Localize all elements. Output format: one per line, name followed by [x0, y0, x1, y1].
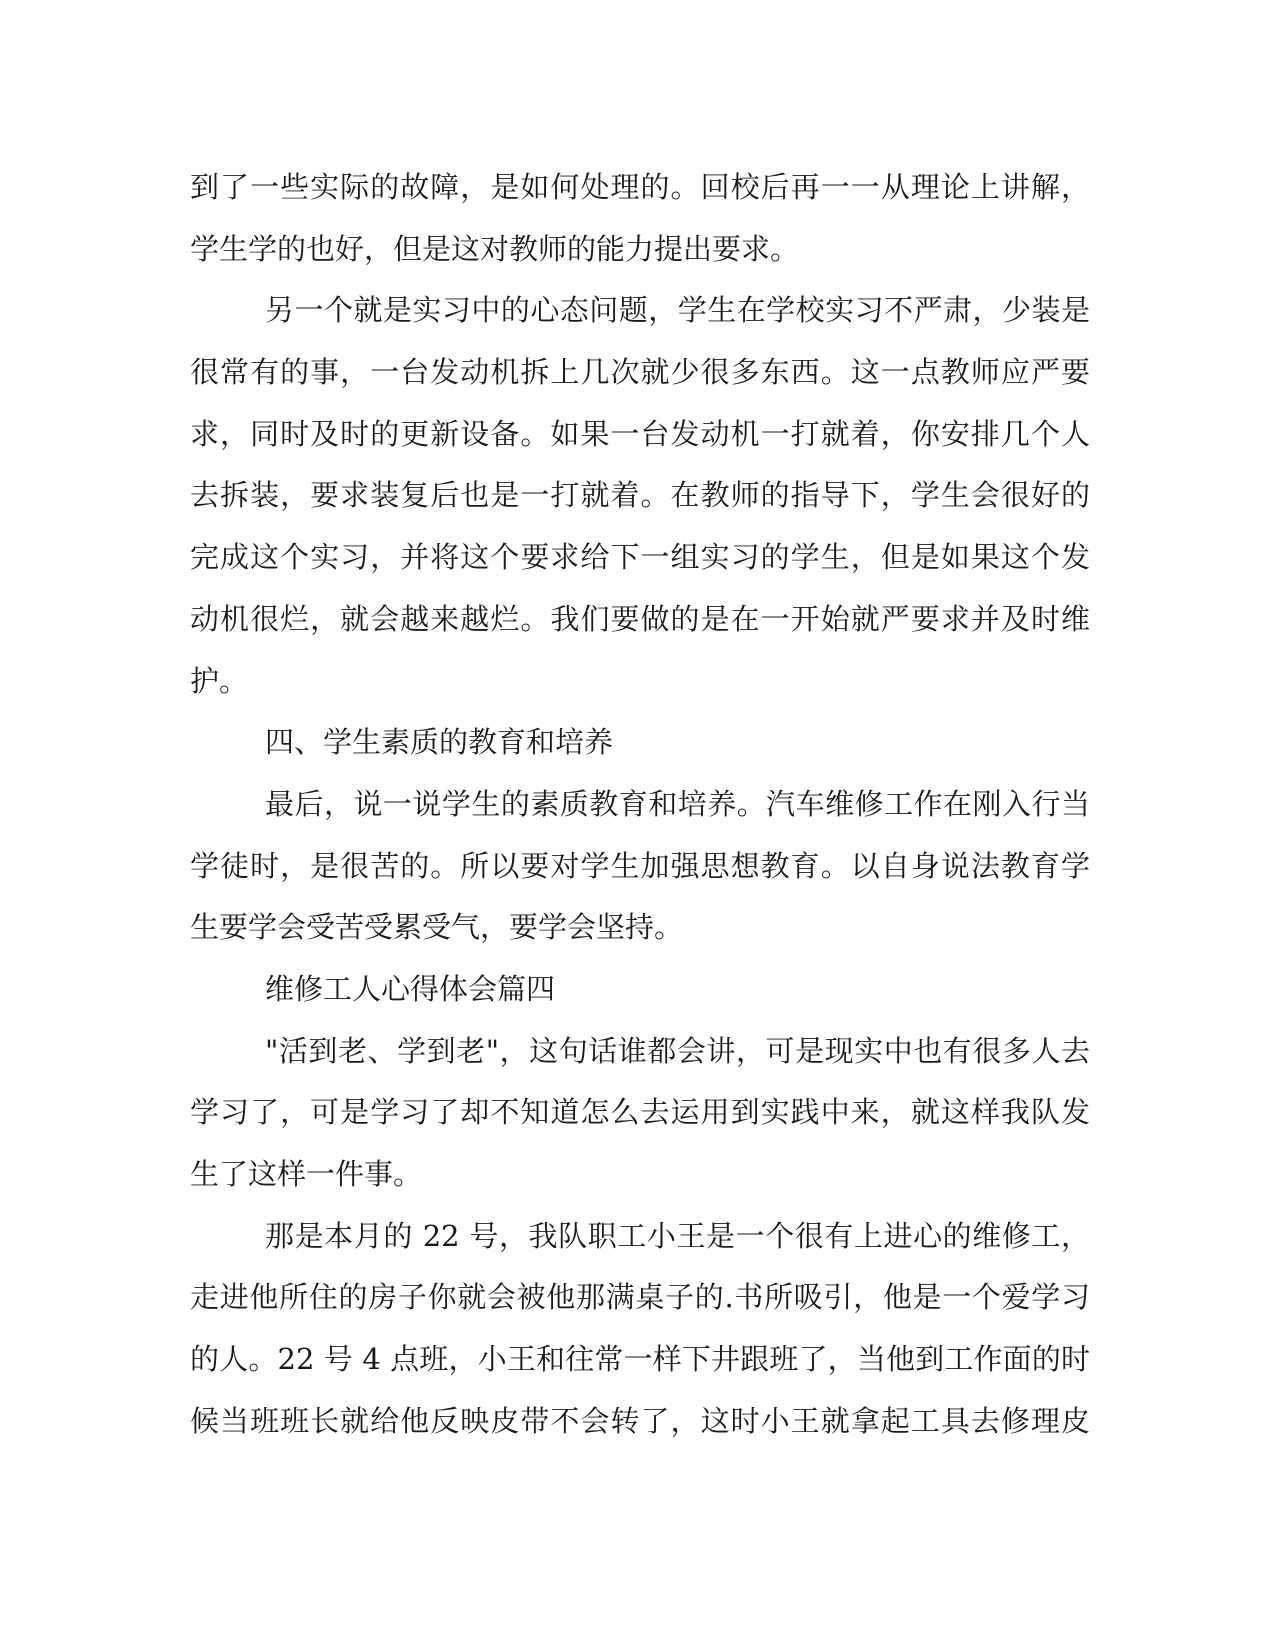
text-line: 完成这个实习，并将这个要求给下一组实习的学生，但是如果这个发 [190, 540, 1090, 575]
text-line: 另一个就是实习中的心态问题，学生在学校实习不严肃，少装是 [265, 293, 1090, 328]
text-line: "活到老、学到老"，这句话谁都会讲，可是现实中也有很多人去 [265, 1033, 1090, 1068]
text-line: 很常有的事，一台发动机拆上几次就少很多东西。这一点教师应严要 [190, 355, 1090, 390]
text-line: 那是本月的 22 号，我队职工小王是一个很有上进心的维修工， [265, 1218, 1090, 1253]
text-line: 学生学的也好，但是这对教师的能力提出要求。 [190, 231, 800, 266]
text-line: 去拆装，要求装复后也是一打就着。在教师的指导下，学生会很好的 [190, 478, 1090, 513]
text-line: 最后，说一说学生的素质教育和培养。汽车维修工作在刚入行当 [265, 786, 1090, 821]
text-line: 生要学会受苦受累受气，要学会坚持。 [190, 910, 684, 945]
section-heading: 四、学生素质的教育和培养 [265, 725, 614, 760]
text-line: 候当班班长就给他反映皮带不会转了，这时小王就拿起工具去修理皮 [190, 1403, 1090, 1438]
text-line: 生了这样一件事。 [190, 1157, 423, 1191]
text-line: 学徒时，是很苦的。所以要对学生加强思想教育。以自身说法教育学 [190, 848, 1090, 883]
text-line: 到了一些实际的故障，是如何处理的。回校后再一一从理论上讲解， [190, 170, 1090, 204]
document-body [190, 157, 1090, 1452]
text-line: 护。 [190, 663, 249, 698]
text-line: 求，同时及时的更新设备。如果一台发动机一打就着，你安排几个人 [190, 416, 1090, 451]
text-line: 的人。22 号 4 点班，小王和往常一样下井跟班了，当他到工作面的时 [190, 1342, 1090, 1377]
section-heading: 维修工人心得体会篇四 [265, 971, 556, 1006]
text-line: 学习了，可是学习了却不知道怎么去运用到实践中来，就这样我队发 [190, 1095, 1090, 1130]
text-line: 动机很烂，就会越来越烂。我们要做的是在一开始就严要求并及时维 [190, 601, 1090, 636]
text-line: 走进他所住的房子你就会被他那满桌子的.书所吸引，他是一个爱学习 [190, 1280, 1090, 1315]
